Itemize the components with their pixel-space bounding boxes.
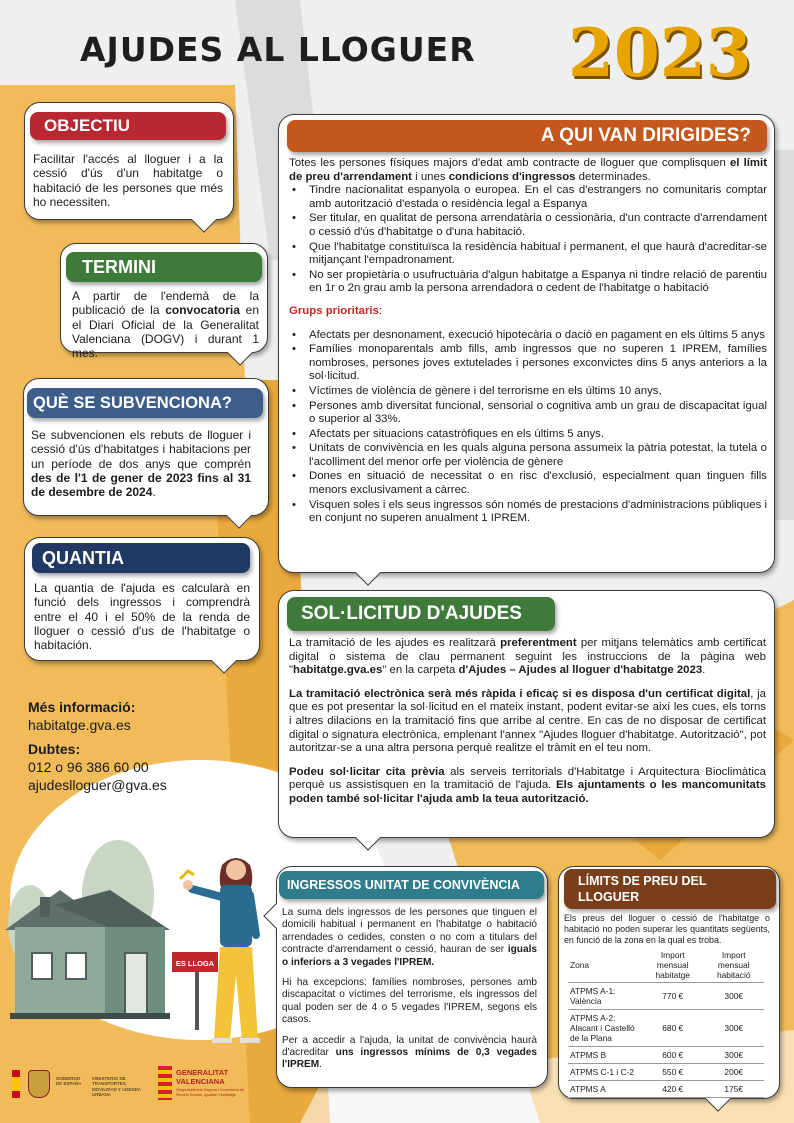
spain-flag-icon <box>12 1070 20 1098</box>
table-row <box>568 1064 764 1081</box>
limits-heading <box>564 869 776 909</box>
list-item: • Famílies monoparentals amb fills, amb ingressos que no superen 1 IPREM, famílies nombroses, persones joves extutelades i persones exconvictes dins 5 anys anteriors a la sol·licitud. <box>289 343 767 384</box>
more-info-label: Més informació: <box>28 699 136 715</box>
table-row <box>568 983 764 1010</box>
zone-cell: ATPMS A <box>568 1081 642 1098</box>
house-price-cell: 600 € <box>642 1047 703 1064</box>
house-illustration <box>0 835 280 1055</box>
house-price-cell: 420 € <box>642 1081 703 1098</box>
dirigides-body <box>289 157 767 527</box>
house-price-cell: 770 € <box>642 983 703 1010</box>
gva-label-1: GENERALITAT <box>176 1068 229 1077</box>
column-header: Import mensual habitació <box>703 948 764 983</box>
table-header-row <box>568 948 764 983</box>
quantia-heading: QUANTIA <box>32 543 250 573</box>
list-item: • Que l'habitatge constituïsca la residència habitual i permanent, el que haurà d'acreditar-se mitjançant l'empadronament. <box>289 241 767 268</box>
limits-table <box>568 948 764 1098</box>
limits-heading-line2: LLOGUER <box>578 890 640 904</box>
woman-icon <box>180 858 260 1043</box>
objectiu-heading: OBJECTIU <box>30 112 226 140</box>
subvenciona-text: Se subvencionen els rebuts de lloguer i cessió d'ús d'habitatges i habitacions per un període de dos anys que comprén des de l'1 de gener de 2023 fins al 31 de desembre de 2024. <box>31 428 251 500</box>
ministry-label: MINISTERIO DE TRANSPORTES, MOVILIDAD Y AGENDA URBANA <box>92 1076 141 1098</box>
objectiu-text: Facilitar l'accés al lloguer i a la cessió d'ús d'un habitatge o habitació de les persones que més ho necessiten. <box>33 152 223 209</box>
solicitud-p3: Podeu sol·licitar cita prèvia als serveis territorials d'Habitatge i Arquitectura Bioclimàtica perquè us assistisquen en la tramitació de l'ajuda. Els ajuntaments o les mancomunitats poden també sol·licitar l'ajuda amb la teua autorització. <box>289 765 766 805</box>
gva-logo-icon <box>158 1066 172 1100</box>
table-row <box>568 1047 764 1064</box>
website-link[interactable]: habitatge.gva.es <box>28 717 131 733</box>
dirigides-heading: A QUI VAN DIRIGIDES? <box>287 120 767 152</box>
ingressos-heading: INGRESSOS UNITAT DE CONVIVÈNCIA <box>279 871 544 899</box>
email-link[interactable]: ajudeslloguer@gva.es <box>28 777 167 793</box>
list-item: • Unitats de convivència en les quals alguna persona assumeix la pàtria potestat, la tutela o l'acolliment del menor orfe per violència de gènere <box>289 442 767 469</box>
termini-text: A partir de l'endemà de la publicació de la convocatoria en el Diari Oficial de la Generalitat Valenciana (DOGV) i durant 1 mes. <box>72 289 259 361</box>
house-price-cell: 550 € <box>642 1064 703 1081</box>
room-price-cell: 200€ <box>703 1064 764 1081</box>
room-price-cell: 175€ <box>703 1081 764 1098</box>
list-item: • Persones amb diversitat funcional, sensorial o cognitiva amb un grau de discapacitat igual o superior al 33%. <box>289 400 767 427</box>
list-item: • Visquen soles i els seus ingressos són només de prestacions d'administracions públiques i en conjunt no superen anualment 1 IPREM. <box>289 499 767 526</box>
requirements-list <box>289 184 767 296</box>
zone-cell: ATPMS A-1: València <box>568 983 642 1010</box>
list-item: • Dones en situació de necessitat o en risc d'exclusió, especialment quan tinguen fills menors exclusivament a càrrec. <box>289 470 767 497</box>
house-price-cell: 680 € <box>642 1010 703 1047</box>
ingressos-body <box>282 907 537 1072</box>
page-title: AJUDES AL LLOGUER <box>80 30 476 69</box>
groups-heading: Grups prioritaris: <box>289 304 383 317</box>
gva-label-3: Vicepresidència Segona i Conselleria de Serveis Socials, Igualtat i Habitatge <box>176 1088 245 1097</box>
room-price-cell: 300€ <box>703 983 764 1010</box>
doubts-label: Dubtes: <box>28 741 81 757</box>
coat-of-arms-icon <box>28 1070 50 1098</box>
sign-text: ES LLOGA <box>175 959 215 968</box>
list-item: • Ser titular, en qualitat de persona arrendatària o cessionària, d'un contracte d'arrendament o cessió d'ús d'habitatge o d'una habitació. <box>289 212 767 239</box>
contact-info <box>28 698 167 794</box>
table-row <box>568 1010 764 1047</box>
zone-cell: ATPMS B <box>568 1047 642 1064</box>
solicitud-heading: SOL·LICITUD D'AJUDES <box>287 597 555 631</box>
column-header: Import mensual habitatge <box>642 948 703 983</box>
solicitud-body <box>289 637 766 807</box>
list-item: • Afectats per desnonament, execució hipotecària o dació en pagament en els últims 5 anys <box>289 329 767 343</box>
solicitud-p2: La tramitació electrònica serà més ràpida i eficaç si es disposa d'un certificat digital, ja que es pot presentar la sol·licitud en el mateix instant, podent evitar-se així les cues, els torns i altres dilacions en la tramitació fins que arribe al centre. En cas de no disposar de certificat digital o signatura electrònica, emplenant l'annex "Ajudes lloguer d'habitatge. Autorització", pot autoritzar-se a una altra persona perquè realitze el tràmit en el teu nom. <box>289 687 766 755</box>
list-item: • No ser propietària o usufructuària d'algun habitatge a Espanya ni tindre relació de parentiu en 1r o 2n grau amb la persona arrendadora o cedent de l'habitatge o habitació <box>289 269 767 296</box>
subvenciona-heading: QUÈ SE SUBVENCIONA? <box>27 388 263 418</box>
solicitud-p1: La tramitació de les ajudes es realitzarà preferentment per mitjans telemàtics amb certificat digital o sistema de clau permanent seguint les instruccions de la pàgina web "habitatge.gva.es" en la carpeta d'Ajudes – Ajudes al lloguer d'habitatge 2023. <box>289 637 766 677</box>
footer-logos <box>12 1066 245 1106</box>
termini-heading: TERMINI <box>66 252 262 282</box>
year-title: 2023 <box>568 14 752 92</box>
list-item: • Afectats per situacions catastròfiques en els últims 5 anys. <box>289 428 767 442</box>
zone-cell: ATPMS C-1 i C-2 <box>568 1064 642 1081</box>
limits-intro: Els preus del lloguer o cessió de l'habitatge o habitació no poden superar les quantitats següents, en funció de la zona en la qual es troba. <box>564 913 770 945</box>
gva-label-2: VALENCIANA <box>176 1077 225 1086</box>
quantia-text: La quantia de l'ajuda es calcularà en funció dels ingressos i comprendrà entre el 40 i el 50% de la renda de lloguer o cessió d'us de l'habitatge o habitación. <box>34 581 250 653</box>
phone-number: 012 o 96 386 60 00 <box>28 759 149 775</box>
table-row <box>568 1081 764 1098</box>
limits-heading-line1: LÍMITS DE PREU DEL <box>578 874 707 888</box>
gov-label: GOBIERNO DE ESPAÑA <box>56 1076 82 1087</box>
list-item: • Víctimes de violència de gènere i del terrorisme en els últims 10 anys, <box>289 385 767 399</box>
room-price-cell: 300€ <box>703 1047 764 1064</box>
dirigides-intro: Totes les persones físiques majors d'edat amb contracte de lloguer que complisquen el límit de preu d'arrendament i unes condicions d'ingressos determinades. <box>289 157 767 183</box>
groups-list <box>289 329 767 526</box>
list-item: • Tindre nacionalitat espanyola o europea. En el cas d'estrangers no comunitaris comptar amb autorització d'estada o residència legal a Espanya <box>289 184 767 211</box>
ingressos-p3: Per a accedir a l'ajuda, la unitat de convivència haurà d'acreditar uns ingressos mínims de 0,3 vegades l'IPREM. <box>282 1034 537 1071</box>
zone-cell: ATPMS A-2: Alacant i Castelló de la Plana <box>568 1010 642 1047</box>
ingressos-p1: La suma dels ingressos de les persones que tinguen el domicili habitual i permanent en l'habitatge o habitació arrendades o cedides, consten o no com a titulars del contracte d'arrendament o cessió, hauran de ser iguals o inferiors a 3 vegades l'IPREM. <box>282 907 537 968</box>
ingressos-p2: Hi ha excepcions: famílies nombroses, persones amb discapacitat o víctimes del terrorisme, els ingressos del qual poden ser de 4 o 5 vegades l'IPREM, segons els casos. <box>282 977 537 1026</box>
column-header: Zona <box>568 948 642 983</box>
room-price-cell: 300€ <box>703 1010 764 1047</box>
